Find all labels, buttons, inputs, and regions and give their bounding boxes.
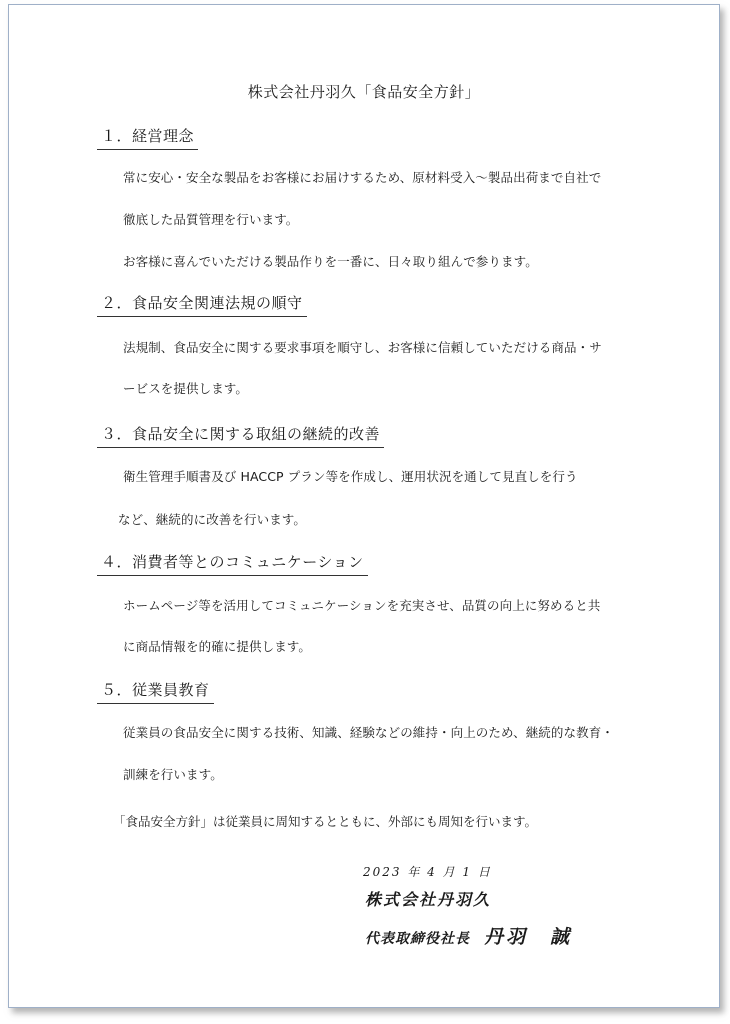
section-1-line-3: お客様に喜んでいただける製品作りを一番に、日々取り組んで参ります。 bbox=[123, 254, 538, 269]
section-3-line-1: 衛生管理手順書及び HACCP プラン等を作成し、運用状況を通して見直しを行う bbox=[123, 469, 578, 484]
signature-representative bbox=[365, 922, 572, 949]
section-1-line-2: 徹底した品質管理を行います。 bbox=[123, 212, 299, 227]
section-1-line-1: 常に安心・安全な製品をお客様にお届けするため、原材料受入～製品出荷まで自社で bbox=[123, 170, 602, 185]
signature-role: 代表取締役社長 bbox=[365, 931, 470, 947]
section-5-line-1: 従業員の食品安全に関する技術、知識、経験などの維持・向上のため、継続的な教育・ bbox=[123, 725, 614, 740]
signature-name: 丹羽 誠 bbox=[484, 926, 573, 948]
document-page bbox=[8, 4, 720, 1008]
section-heading-3: ３．食品安全に関する取組の継続的改善 bbox=[97, 423, 384, 448]
closing-statement: 「食品安全方針」は従業員に周知するとともに、外部にも周知を行います。 bbox=[113, 814, 538, 829]
signature-company: 株式会社丹羽久 bbox=[365, 890, 492, 909]
section-heading-5: ５．従業員教育 bbox=[97, 679, 214, 704]
section-heading-1: １．経営理念 bbox=[97, 125, 198, 150]
section-2-line-1: 法規制、食品安全に関する要求事項を順守し、お客様に信頼していただける商品・サ bbox=[123, 340, 602, 355]
section-2-line-2: ービスを提供します。 bbox=[123, 381, 249, 396]
section-heading-4: ４．消費者等とのコミュニケーション bbox=[97, 551, 368, 576]
section-4-line-1: ホームページ等を活用してコミュニケーションを充実させ、品質の向上に努めると共 bbox=[123, 598, 601, 613]
section-3-line-2: など、継続的に改善を行います。 bbox=[118, 512, 307, 527]
section-5-line-2: 訓練を行います。 bbox=[123, 767, 223, 782]
signature-date: 2023 年 4 月 1 日 bbox=[363, 865, 492, 879]
section-4-line-2: に商品情報を的確に提供します。 bbox=[123, 639, 312, 654]
document-title: 株式会社丹羽久「食品安全方針」 bbox=[247, 83, 481, 101]
section-heading-2: ２．食品安全関連法規の順守 bbox=[97, 292, 307, 317]
